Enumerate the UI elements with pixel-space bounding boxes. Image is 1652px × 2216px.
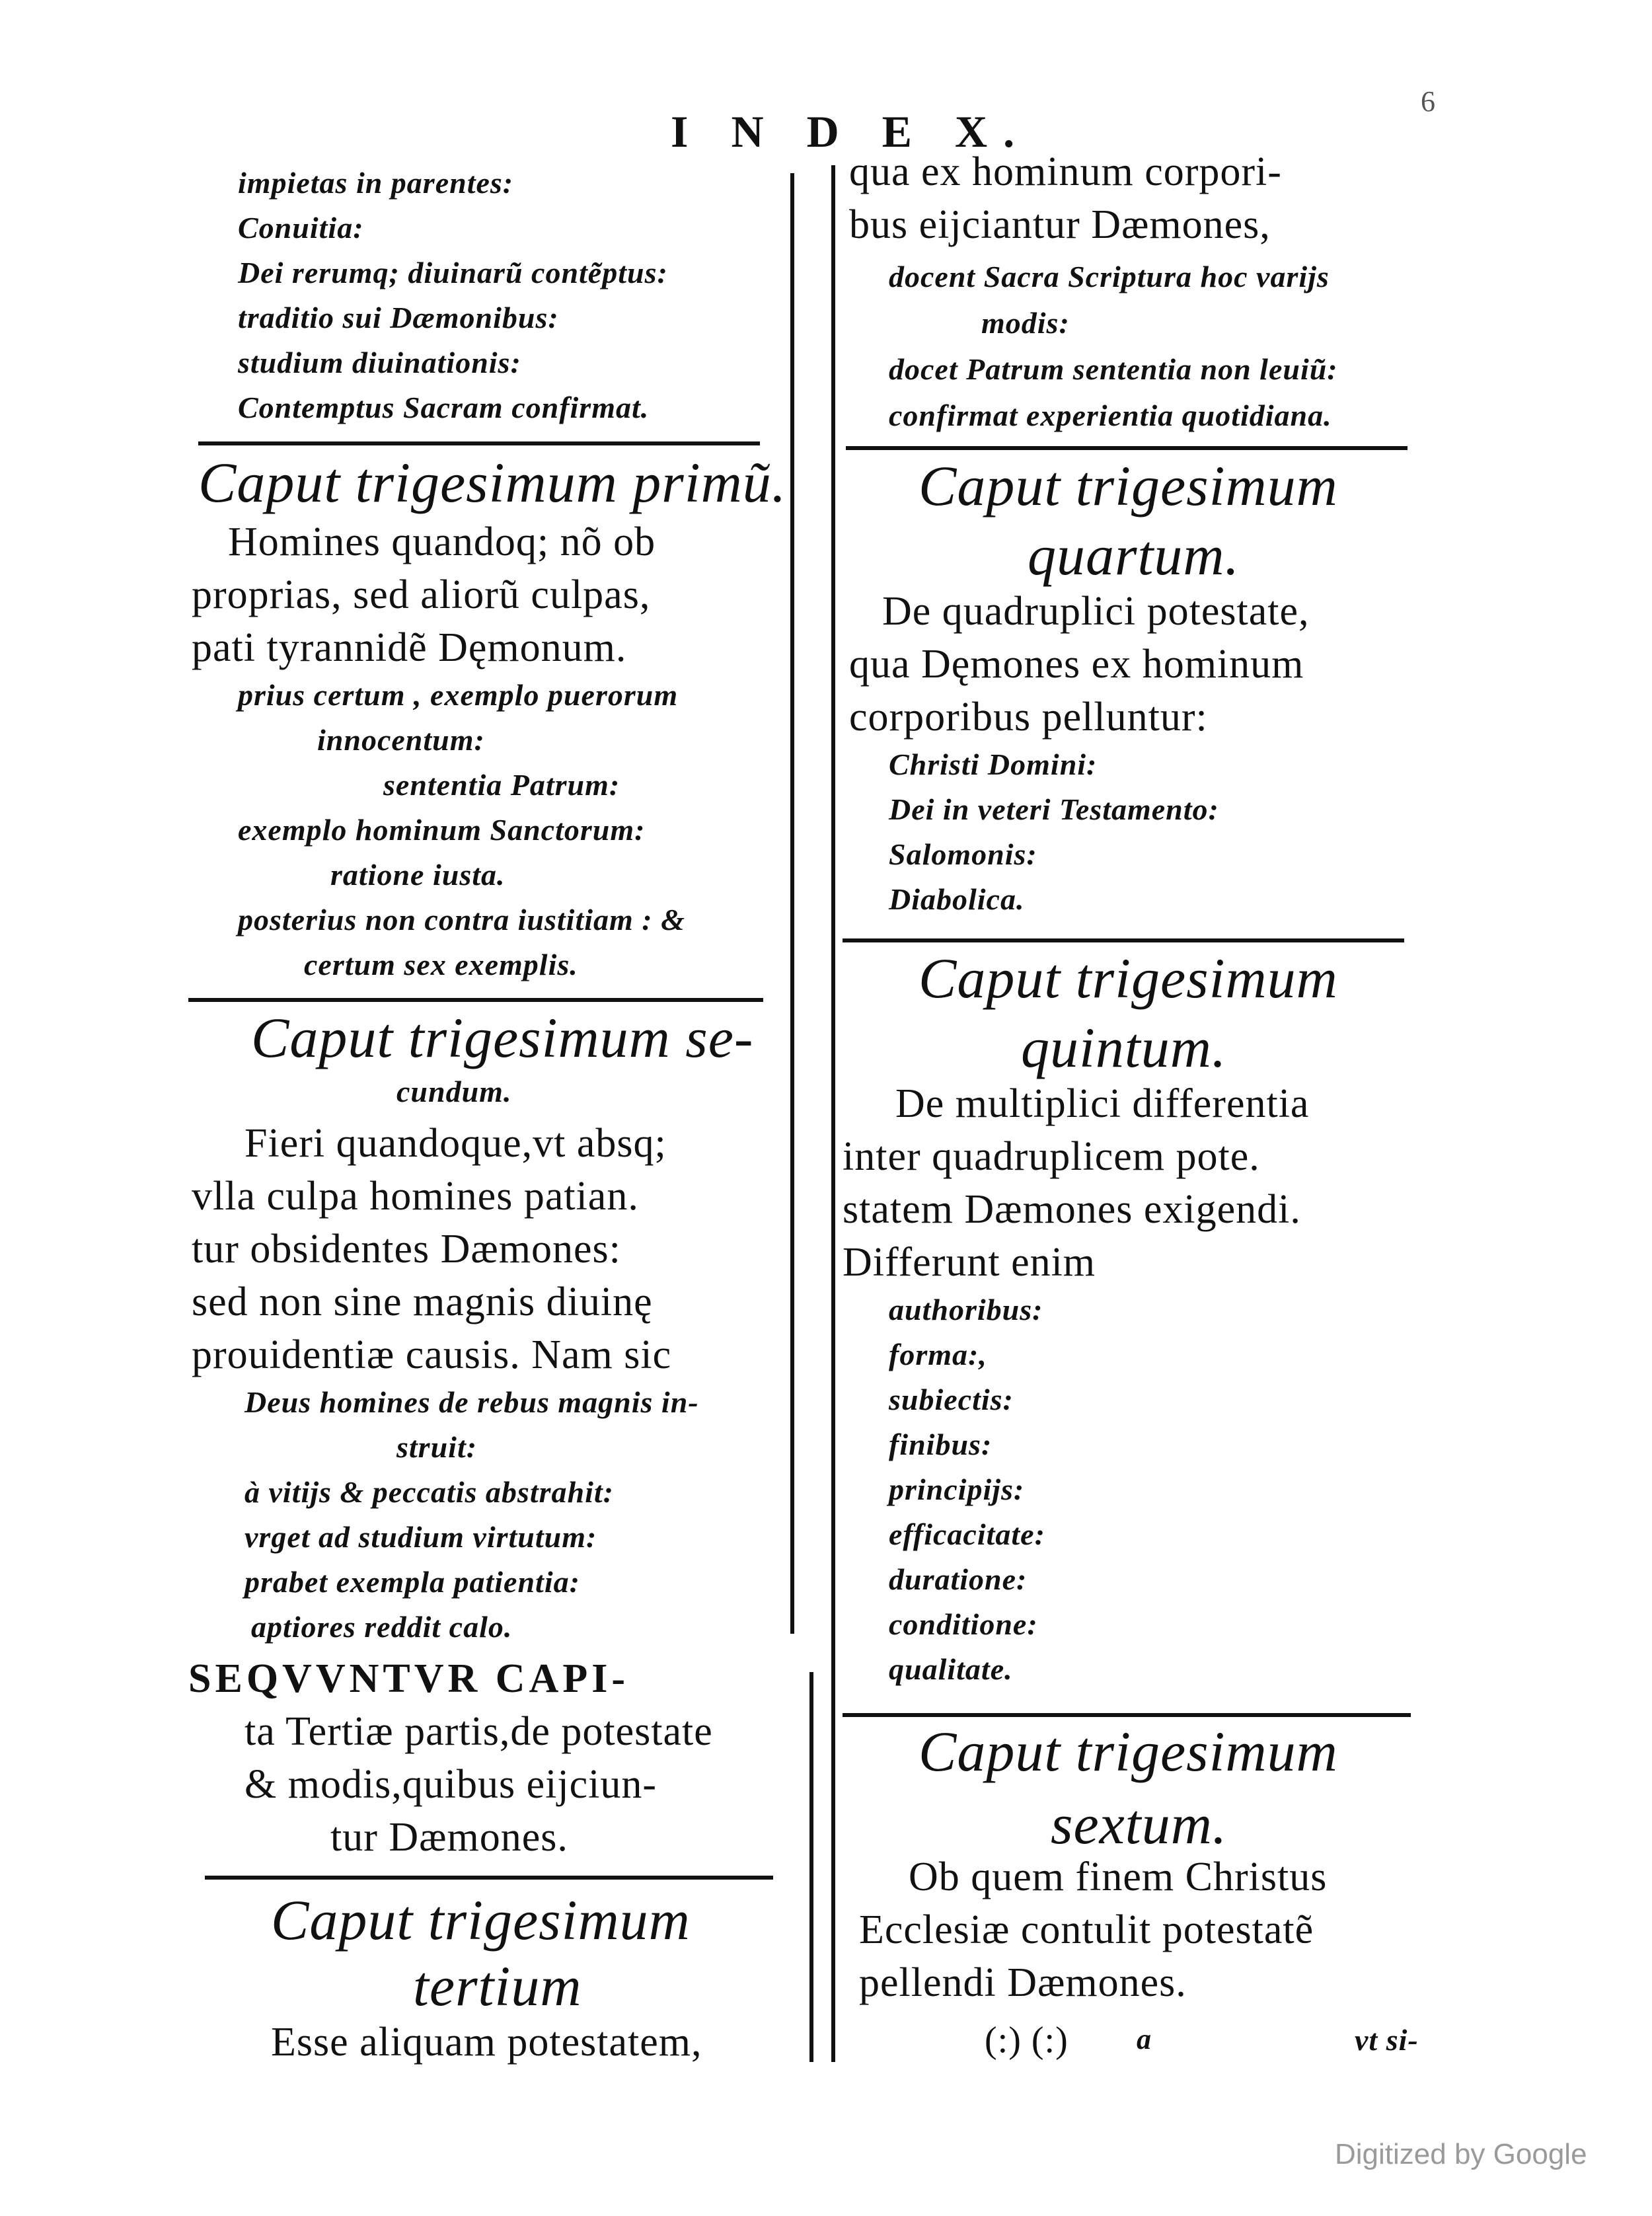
column-divider-right	[831, 165, 835, 2062]
list-item: principijs:	[889, 1472, 1025, 1506]
list-item: vrget ad studium virtutum:	[244, 1520, 597, 1554]
list-item: struit:	[396, 1430, 478, 1464]
chapter-summary-line: sed non sine magnis diuinę	[192, 1280, 653, 1324]
list-item: traditio sui Dæmonibus:	[238, 301, 559, 334]
list-item: ratione iusta.	[330, 858, 506, 892]
list-item: studium diuinationis:	[238, 346, 521, 379]
section-rule	[188, 998, 763, 1002]
list-item: Christi Domini:	[889, 747, 1098, 781]
list-item: exemplo hominum Sanctorum:	[238, 813, 646, 847]
chapter-heading: cundum.	[396, 1075, 512, 1108]
chapter-summary-line: pati tyrannidẽ Dęmonum.	[192, 625, 627, 670]
chapter-heading: Caput trigesimum primũ.	[198, 451, 787, 514]
chapter-summary-line: Esse aliquam potestatem,	[271, 2020, 702, 2065]
list-item: Dei in veteri Testamento:	[889, 792, 1219, 826]
chapter-heading: quartum.	[1028, 523, 1240, 587]
list-item: Conuitia:	[238, 211, 364, 245]
chapter-heading: Caput trigesimum	[919, 946, 1338, 1010]
chapter-summary-line: proprias, sed aliorũ culpas,	[192, 572, 651, 617]
list-item: prabet exempla patientia:	[244, 1565, 580, 1599]
chapter-summary-line: Ob quem finem Christus	[909, 1854, 1328, 1899]
section-rule	[846, 446, 1408, 450]
chapter-summary-line: qua ex hominum corpori-	[849, 149, 1282, 194]
list-item: certum sex exemplis.	[304, 948, 578, 981]
part-heading: SEQVVNTVR CAPI-	[188, 1656, 629, 1701]
section-rule	[843, 938, 1404, 942]
list-item: Diabolica.	[889, 882, 1025, 916]
chapter-summary-line: Differunt enim	[843, 1240, 1096, 1285]
list-item: posterius non contra iustitiam : &	[238, 903, 685, 936]
list-item: finibus:	[889, 1428, 993, 1461]
chapter-summary-line: De multiplici differentia	[895, 1081, 1310, 1126]
chapter-summary-line: vlla culpa homines patian.	[192, 1174, 639, 1219]
chapter-heading: sextum.	[1051, 1792, 1228, 1856]
list-item: Contemptus Sacram confirmat.	[238, 391, 650, 424]
list-item: modis:	[981, 306, 1070, 340]
chapter-summary-line: statem Dæmones exigendi.	[843, 1187, 1301, 1232]
list-item: efficacitate:	[889, 1517, 1045, 1551]
list-item: innocentum:	[317, 723, 485, 757]
watermark-text: Digitized by Google	[1335, 2138, 1587, 2170]
digitization-watermark	[1335, 2138, 1587, 2171]
list-item: sententia Patrum:	[383, 768, 620, 802]
chapter-summary-line: Ecclesiæ contulit potestatẽ	[859, 1907, 1314, 1952]
list-item: authoribus:	[889, 1293, 1043, 1326]
column-divider-extra	[809, 1672, 813, 2062]
list-item: subiectis:	[889, 1383, 1014, 1416]
list-item: confirmat experientia quotidiana.	[889, 399, 1332, 432]
chapter-summary-line: Homines quandoq; nõ ob	[228, 519, 656, 564]
page-number: 6	[1421, 85, 1435, 118]
list-item: à vitijs & peccatis abstrahit:	[244, 1475, 614, 1509]
chapter-summary-line: inter quadruplicem pote.	[843, 1134, 1260, 1179]
chapter-heading: Caput trigesimum	[919, 1720, 1338, 1783]
column-divider-left	[790, 173, 794, 1634]
chapter-heading: Caput trigesimum	[271, 1888, 691, 1952]
list-item: Salomonis:	[889, 837, 1037, 871]
chapter-heading: Caput trigesimum	[919, 454, 1338, 517]
chapter-heading: tertium	[413, 1954, 582, 2018]
chapter-summary-line: prouidentiæ causis. Nam sic	[192, 1332, 672, 1377]
page-title: I N D E X.	[671, 106, 1031, 157]
chapter-summary-line: qua Dęmones ex hominum	[849, 642, 1304, 687]
list-item: docet Patrum sententia non leuiũ:	[889, 352, 1338, 386]
list-item: qualitate.	[889, 1652, 1013, 1686]
chapter-summary-line: Fieri quandoque,vt absq;	[244, 1121, 667, 1166]
part-heading-line: & modis,quibus eijciun-	[244, 1762, 657, 1807]
chapter-summary-line: tur obsidentes Dæmones:	[192, 1227, 621, 1272]
list-item: conditione:	[889, 1607, 1038, 1641]
chapter-heading: quintum.	[1021, 1016, 1227, 1079]
list-item: forma:,	[889, 1338, 987, 1371]
part-heading-line: tur Dæmones.	[330, 1815, 568, 1860]
catchword: vt si-	[1355, 2023, 1419, 2057]
section-rule	[205, 1876, 773, 1880]
list-item: prius certum , exemplo puerorum	[238, 678, 679, 712]
part-heading-line: ta Tertiæ partis,de potestate	[244, 1709, 713, 1754]
chapter-heading: Caput trigesimum se-	[251, 1006, 754, 1069]
list-item: Dei rerumq; diuinarũ contẽptus:	[238, 256, 668, 289]
chapter-summary-line: corporibus pelluntur:	[849, 695, 1208, 740]
chapter-summary-line: bus eijciantur Dæmones,	[849, 202, 1271, 247]
list-item: duratione:	[889, 1562, 1028, 1596]
list-item: Deus homines de rebus magnis in-	[244, 1385, 699, 1419]
section-rule	[843, 1713, 1411, 1717]
list-item: docent Sacra Scriptura hoc varijs	[889, 260, 1330, 293]
signature-mark: (:) (:)	[985, 2020, 1069, 2061]
list-item: impietas in parentes:	[238, 166, 514, 200]
section-rule	[198, 441, 760, 445]
chapter-summary-line: pellendi Dæmones.	[859, 1960, 1187, 2005]
signature-letter: a	[1137, 2023, 1152, 2055]
list-item: aptiores reddit calo.	[251, 1610, 513, 1644]
chapter-summary-line: De quadruplici potestate,	[882, 589, 1310, 634]
